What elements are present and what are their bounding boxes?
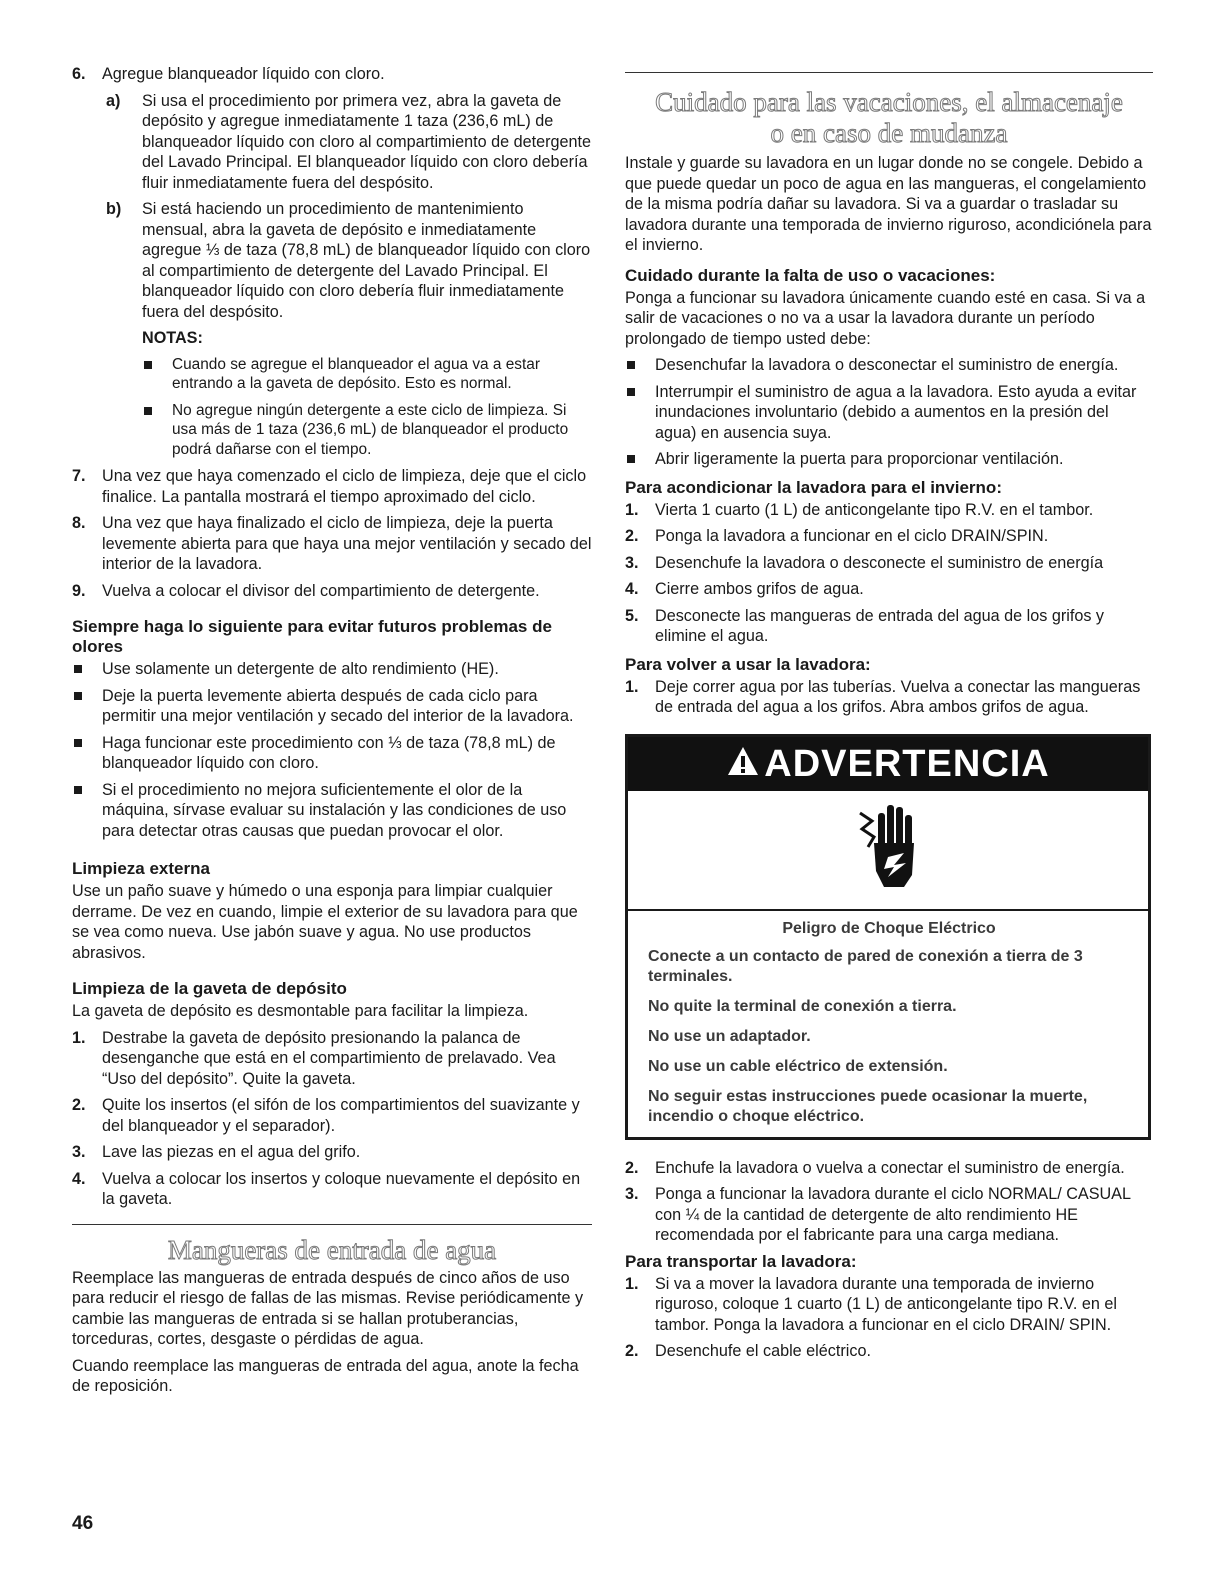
step-number: 1. <box>72 1028 86 1047</box>
vacation-item-text: Abrir ligeramente la puerta para proporcionar ventilación. <box>655 450 1064 468</box>
step-number: 7. <box>72 467 86 485</box>
electric-shock-hand-icon <box>628 791 1148 911</box>
odor-item <box>72 686 592 727</box>
step-number: 1. <box>625 1274 639 1293</box>
note-text: No agregue ningún detergente a este ciclo de limpieza. Si usa más de 1 taza (236,6 mL) de blanqueador el producto podrá dañarse con el tiempo. <box>172 401 569 458</box>
step-number: 4. <box>72 1169 86 1188</box>
step-text: Si usa el procedimiento por primera vez, abra la gaveta de depósito y agregue inmediatamente 1 taza (236,6 mL) de blanqueador líquido con cloro al compartimiento de detergente del Lavado Principal. El blanqueador líquido con cloro debería fluir inmediatamente fuera del despósito. <box>142 91 592 192</box>
vacation-heading: Cuidado durante la falta de uso o vacaciones: <box>625 265 996 285</box>
step-text: Deje correr agua por las tuberías. Vuelva a conectar las mangueras de entrada del agua a los grifos. Abra ambos grifos de agua. <box>655 677 1141 716</box>
transport-step <box>625 1341 1153 1362</box>
step-6 <box>72 64 592 85</box>
step-number: 9. <box>72 581 86 600</box>
step-text: Destrabe la gaveta de depósito presionando la palanca de desenganche que está en el compartimiento de prelavado. Vea “Uso del depósito”. Quite la gaveta. <box>102 1028 556 1088</box>
step-text: Cierre ambos grifos de agua. <box>655 580 864 598</box>
warning-triangle-icon <box>726 738 760 792</box>
vacation-item-text: Interrumpir el suministro de agua a la lavadora. Esto ayuda a evitar inundaciones involuntario (debido a aumentos en la presión del agua) en ausencia suya. <box>655 382 1137 442</box>
winterize-heading: Para acondicionar la lavadora para el invierno: <box>625 477 1002 497</box>
bullet-square-icon <box>144 361 152 369</box>
step-number: 2. <box>625 1158 639 1177</box>
hoses-heading: Mangueras de entrada de agua <box>167 1234 497 1265</box>
page-number: 46 <box>72 1513 94 1534</box>
step-text: Desenchufe el cable eléctrico. <box>655 1342 871 1360</box>
odor-item <box>72 780 592 842</box>
drawer-step <box>72 1169 592 1210</box>
bullet-square-icon <box>74 786 82 794</box>
step-7 <box>72 466 592 507</box>
warning-title: Peligro de Choque Eléctrico <box>782 919 996 937</box>
warning-line: No use un cable eléctrico de extensión. <box>648 1057 948 1075</box>
hoses-paragraph-1: Reemplace las mangueras de entrada después de cinco años de uso para reducir el riesgo de fallas de las mismas. Revise periódicamente y cambie las mangueras de entrada si se hallan protuberancias, torceduras, cortes, desgaste o pérdidas de agua. <box>72 1268 584 1348</box>
drawer-step <box>72 1142 592 1163</box>
step-text: Quite los insertos (el sifón de los compartimientos del suavizante y del blanqueador y el separador). <box>102 1096 580 1135</box>
external-cleaning-text: Use un paño suave y húmedo o una esponja para limpiar cualquier derrame. De vez en cuando, limpie el exterior de su lavadora para que se vea como nueva. Use jabón suave y agua. No use productos abrasivos. <box>72 882 578 962</box>
section-divider <box>72 1224 592 1225</box>
reuse-steps-continued <box>625 1158 1153 1246</box>
bullet-square-icon <box>627 388 635 396</box>
step-text: Ponga a funcionar la lavadora durante el ciclo NORMAL/ CASUAL con ¼ de la cantidad de detergente de alto rendimiento HE recomendada por el fabricante para una carga mediana. <box>655 1185 1131 1244</box>
step-number: 5. <box>625 606 639 625</box>
step-number: 1. <box>625 500 639 519</box>
step-number: 3. <box>72 1143 86 1161</box>
warning-header <box>628 737 1148 791</box>
odor-item <box>72 733 592 774</box>
vacation-storage-intro: Instale y guarde su lavadora en un lugar donde no se congele. Debido a que puede quedar un poco de agua en las mangueras, el congelamiento de la misma podría dañar su lavadora. Si va a guardar o trasladar su lavadora durante una temporada de invierno riguroso, acondiciónela para el invierno. <box>625 154 1152 254</box>
step-8 <box>72 513 592 575</box>
step-text: Agregue blanqueador líquido con cloro. <box>102 65 385 83</box>
step-number: 6. <box>72 65 86 83</box>
step-number: 1. <box>625 677 639 696</box>
step-text: Enchufe la lavadora o vuelva a conectar el suministro de energía. <box>655 1158 1125 1177</box>
step-text: Lave las piezas en el agua del grifo. <box>102 1143 361 1161</box>
step-number: 2. <box>72 1096 86 1114</box>
step-number: 3. <box>625 553 639 572</box>
step-text: Desenchufe la lavadora o desconecte el suministro de energía <box>655 553 1104 572</box>
drawer-cleaning-intro: La gaveta de depósito es desmontable para facilitar la limpieza. <box>72 1002 529 1020</box>
bullet-square-icon <box>627 455 635 463</box>
odor-item-text: Use solamente un detergente de alto rendimiento (HE). <box>102 660 499 678</box>
drawer-step <box>72 1095 592 1136</box>
bullet-square-icon <box>74 692 82 700</box>
note-item <box>72 401 592 460</box>
section-divider <box>625 72 1153 73</box>
step-text: Desconecte las mangueras de entrada del agua de los grifos y elimine el agua. <box>655 606 1105 645</box>
left-column <box>72 64 592 1397</box>
reuse-step <box>625 1158 1153 1179</box>
bullet-square-icon <box>74 739 82 747</box>
odor-item <box>72 659 592 680</box>
step-number: 8. <box>72 514 86 532</box>
vacation-item <box>625 382 1153 444</box>
warning-header-text: ADVERTENCIA <box>764 742 1050 785</box>
step-text: Si está haciendo un procedimiento de mantenimiento mensual, abra la gaveta de depósito e inmediatamente agregue ⅓ de taza (78,8 mL) de blanqueador líquido con cloro al compartimiento de detergente del Lavado Principal. El blanqueador líquido con cloro debería fluir inmediatamente fuera del despósito. <box>142 200 591 321</box>
warning-body <box>628 911 1148 1137</box>
warning-line: Conecte a un contacto de pared de conexión a tierra de 3 terminales. <box>648 947 1083 985</box>
step-text: Una vez que haya comenzado el ciclo de limpieza, deje que el ciclo finalice. La pantalla mostrará el tiempo aproximado del ciclo. <box>102 467 587 506</box>
step-6b <box>72 199 592 322</box>
notes-title: NOTAS: <box>142 329 203 347</box>
drawer-step <box>72 1028 592 1090</box>
warning-line: No seguir estas instrucciones puede ocasionar la muerte, incendio o choque eléctrico. <box>648 1087 1088 1125</box>
winterize-step <box>625 500 1153 521</box>
step-6a <box>72 91 592 194</box>
vacation-storage-heading: Cuidado para las vacaciones, el almacenaje o en caso de mudanza <box>655 87 1123 148</box>
warning-line: No use un adaptador. <box>648 1027 811 1045</box>
step-number: 2. <box>625 527 639 545</box>
winterize-step <box>625 579 1153 600</box>
reuse-step <box>625 1184 1153 1246</box>
warning-box <box>625 734 1151 1140</box>
step-text: Ponga la lavadora a funcionar en el ciclo DRAIN/SPIN. <box>655 527 1049 545</box>
vacation-item <box>625 355 1153 376</box>
step-text: Una vez que haya finalizado el ciclo de limpieza, deje la puerta levemente abierta para que haya una mejor ventilación y secado del interior de la lavadora. <box>102 514 592 573</box>
winterize-step <box>625 526 1153 547</box>
reuse-heading: Para volver a usar la lavadora: <box>625 654 871 674</box>
warning-line: No quite la terminal de conexión a tierra. <box>648 997 957 1015</box>
vacation-item-text: Desenchufar la lavadora o desconectar el suministro de energía. <box>655 356 1119 374</box>
note-item <box>72 355 592 394</box>
step-letter: b) <box>106 200 122 218</box>
odor-item-text: Haga funcionar este procedimiento con ⅓ de taza (78,8 mL) de blanqueador líquido con cloro. <box>102 733 556 772</box>
winterize-step <box>625 553 1153 574</box>
vacation-item <box>625 449 1153 470</box>
drawer-cleaning-heading: Limpieza de la gaveta de depósito <box>72 979 347 998</box>
step-9 <box>72 581 592 602</box>
bullet-square-icon <box>627 361 635 369</box>
right-column <box>625 72 1153 1368</box>
bullet-square-icon <box>144 407 152 415</box>
step-text: Vuelva a colocar los insertos y coloque nuevamente el depósito en la gaveta. <box>102 1169 581 1208</box>
external-cleaning-heading: Limpieza externa <box>72 859 210 878</box>
transport-step <box>625 1274 1153 1336</box>
bullet-square-icon <box>74 665 82 673</box>
step-number: 3. <box>625 1185 639 1203</box>
transport-heading: Para transportar la lavadora: <box>625 1251 857 1271</box>
reuse-step <box>625 677 1153 718</box>
note-text: Cuando se agregue el blanqueador el agua va a estar entrando a la gaveta de depósito. Esto es normal. <box>172 355 540 392</box>
vacation-text: Ponga a funcionar su lavadora únicamente cuando esté en casa. Si va a salir de vacaciones o no va a usar la lavadora durante un período prolongado de tiempo usted debe: <box>625 288 1146 348</box>
odor-item-text: Si el procedimiento no mejora suficientemente el olor de la máquina, sírvase evaluar su instalación y las condiciones de uso para detectar otras causas que puedan provocar el olor. <box>102 780 567 840</box>
step-letter: a) <box>106 91 121 110</box>
step-text: Vuelva a colocar el divisor del compartimiento de detergente. <box>102 581 540 600</box>
step-text: Vierta 1 cuarto (1 L) de anticongelante tipo R.V. en el tambor. <box>655 500 1094 519</box>
step-number: 2. <box>625 1342 639 1360</box>
odor-heading: Siempre haga lo siguiente para evitar futuros problemas de olores <box>72 617 552 656</box>
step-number: 4. <box>625 580 639 598</box>
odor-item-text: Deje la puerta levemente abierta después de cada ciclo para permitir una mejor ventilación y secado del interior de la lavadora. <box>102 686 574 725</box>
step-text: Si va a mover la lavadora durante una temporada de invierno riguroso, coloque 1 cuarto (1 L) de anticongelante tipo R.V. en el tambor. Ponga la lavadora a funcionar en el ciclo DRAIN/ SPIN. <box>655 1274 1117 1334</box>
winterize-step <box>625 606 1153 647</box>
hoses-paragraph-2: Cuando reemplace las mangueras de entrada del agua, anote la fecha de reposición. <box>72 1356 579 1395</box>
